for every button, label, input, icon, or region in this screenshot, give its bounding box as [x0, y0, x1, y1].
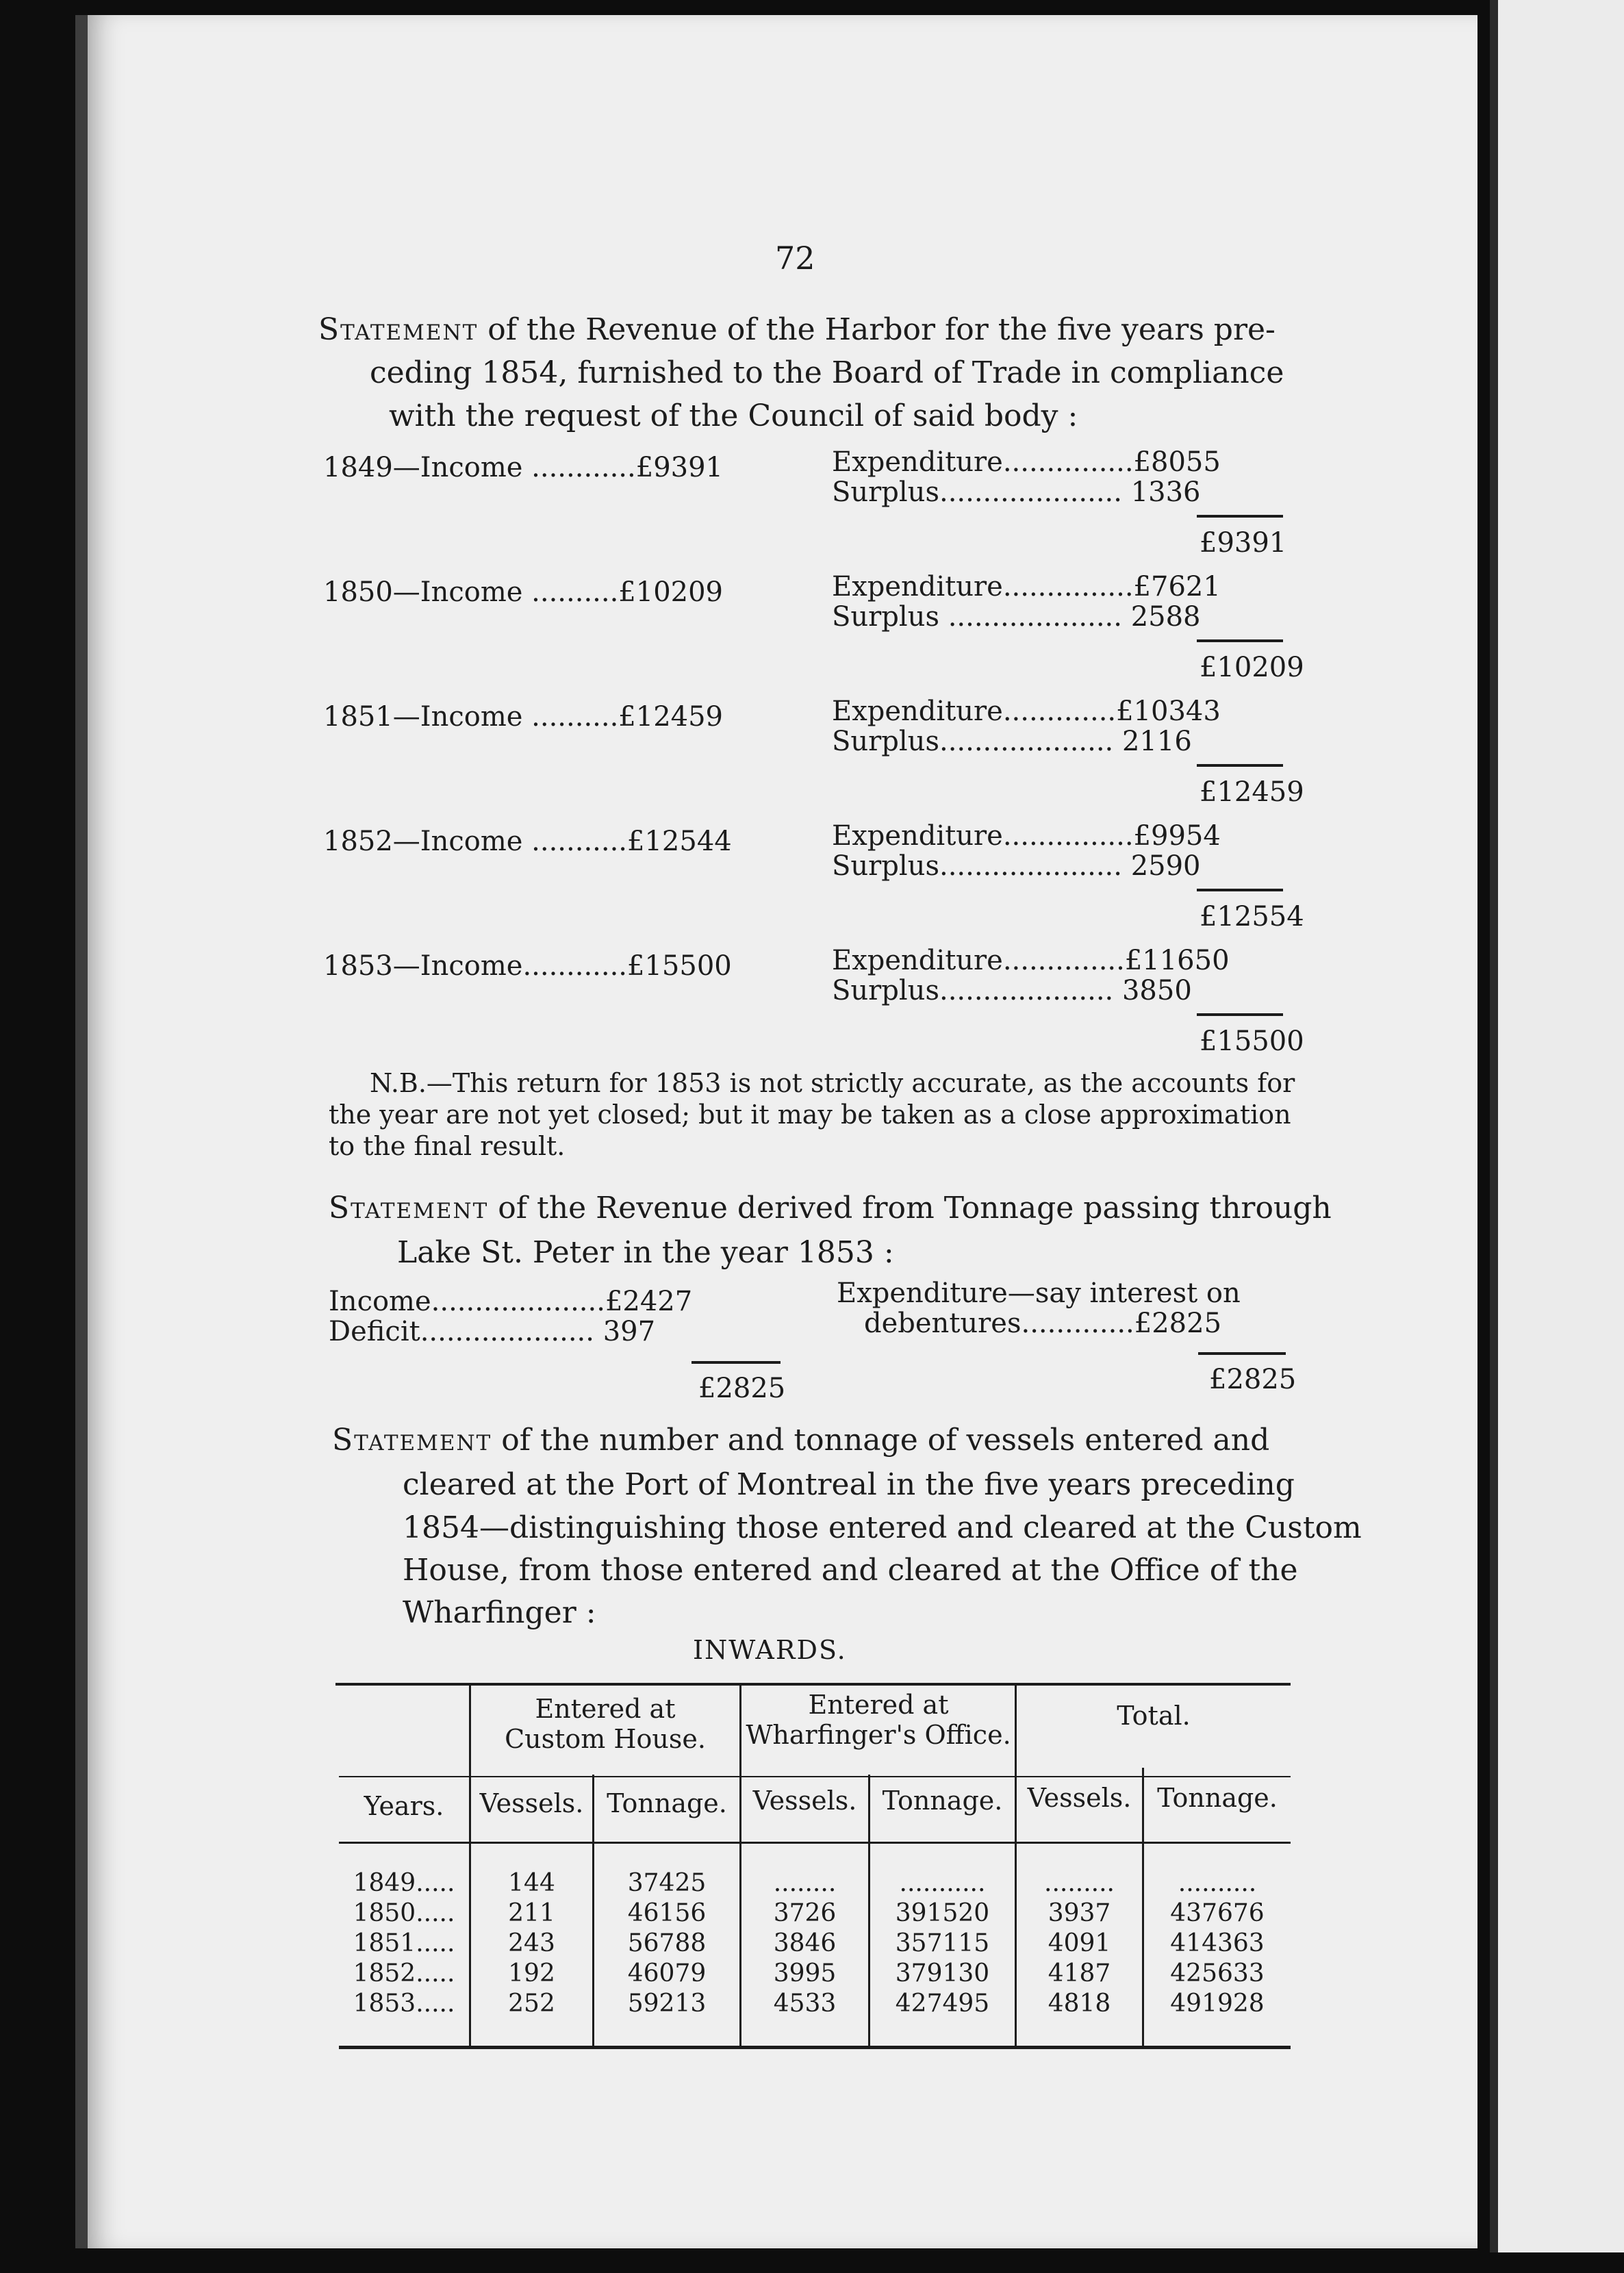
cell-wharf-tonnage: 427495 [895, 1990, 990, 2018]
expenditure-line-2: debentures.............£2825 [864, 1308, 1222, 1339]
col-header-wo-tonnage: Tonnage. [882, 1786, 1003, 1816]
year-expenditure: Expenditure.............£10343 [832, 696, 1221, 727]
cell-total-tonnage: 425633 [1170, 1959, 1265, 1988]
cell-custom-tonnage: 46079 [627, 1959, 707, 1988]
year-surplus: Surplus..................... 2590 [832, 850, 1201, 882]
year-total: £12554 [1200, 901, 1304, 932]
cell-total-vessels: 4091 [1048, 1929, 1111, 1957]
deficit-line: Deficit.................... 397 [329, 1316, 656, 1347]
sum-rule [1197, 764, 1283, 767]
col-header-years: Years. [364, 1791, 444, 1821]
income-line: Income....................£2427 [329, 1286, 693, 1317]
cell-total-tonnage: .......... [1178, 1869, 1257, 1897]
group-header-custom-house [471, 1694, 739, 1754]
sum-rule [1197, 889, 1283, 891]
table-subheader-rule [339, 1776, 1291, 1777]
col-header-total-vessels: Vessels. [1027, 1783, 1132, 1813]
cell-wharf-vessels: 3846 [773, 1929, 837, 1957]
statement2-line2: Lake St. Peter in the year 1853 : [397, 1235, 894, 1270]
cell-custom-vessels: 252 [508, 1990, 555, 2018]
cell-year: 1850..... [353, 1899, 455, 1927]
year-income: 1850—Income ..........£10209 [323, 576, 724, 608]
year-total: £10209 [1200, 652, 1304, 683]
left-total: £2825 [698, 1373, 786, 1404]
cell-custom-vessels: 192 [508, 1959, 555, 1988]
table-header-bottom-rule [339, 1842, 1291, 1844]
statement3-heading [332, 1419, 1269, 1462]
cell-total-tonnage: 414363 [1170, 1929, 1265, 1957]
year-expenditure: Expenditure...............£7621 [832, 571, 1221, 602]
cell-total-vessels: ......... [1044, 1869, 1115, 1897]
group-header-wharfinger [741, 1690, 1015, 1750]
year-income: 1852—Income ...........£12544 [323, 826, 732, 857]
year-income: 1849—Income ............£9391 [323, 452, 723, 483]
year-surplus: Surplus.................... 2116 [832, 726, 1192, 757]
right-total: £2825 [1209, 1364, 1297, 1395]
year-income: 1853—Income............£15500 [323, 950, 732, 982]
statement2-heading [329, 1186, 1332, 1230]
year-total: £12459 [1200, 776, 1304, 808]
table-title: INWARDS. [693, 1635, 847, 1665]
note-line-3: to the final result. [329, 1131, 566, 1161]
cell-wharf-tonnage: ........... [899, 1869, 986, 1897]
col-header-ch-vessels: Vessels. [479, 1788, 584, 1818]
year-expenditure: Expenditure...............£9954 [832, 820, 1221, 852]
group-header-total: Total. [1117, 1701, 1191, 1731]
page-number: 72 [775, 240, 815, 277]
statement3-line3: 1854—distinguishing those entered and cleared at the Custom [403, 1510, 1362, 1545]
year-total: £15500 [1200, 1026, 1304, 1057]
note-line-2: the year are not yet closed; but it may be taken as a close approximation [329, 1100, 1291, 1130]
table-bottom-rule [339, 2046, 1291, 2049]
statement1-heading-sc: Statement [318, 312, 479, 347]
cell-custom-tonnage: 37425 [627, 1869, 707, 1897]
cell-wharf-vessels: 4533 [773, 1990, 837, 2018]
cell-year: 1849..... [353, 1869, 455, 1897]
left-sum-rule [692, 1361, 781, 1364]
cell-custom-tonnage: 46156 [627, 1899, 707, 1927]
cell-wharf-vessels: ........ [773, 1869, 837, 1897]
cell-total-vessels: 4187 [1048, 1959, 1111, 1988]
right-sum-rule [1198, 1352, 1286, 1355]
cell-wharf-tonnage: 357115 [895, 1929, 990, 1957]
statement3-line5: Wharfinger : [403, 1595, 596, 1630]
adjacent-page-edge [1490, 0, 1624, 2252]
cell-wharf-tonnage: 379130 [895, 1959, 990, 1988]
cell-custom-vessels: 144 [508, 1869, 555, 1897]
cell-wharf-vessels: 3995 [773, 1959, 837, 1988]
cell-year: 1851..... [353, 1929, 455, 1957]
cell-custom-tonnage: 56788 [627, 1929, 707, 1957]
statement1-heading [318, 308, 1276, 351]
col-header-wo-vessels: Vessels. [752, 1786, 857, 1816]
group-wharf-line2: Wharfinger's Office. [746, 1720, 1011, 1750]
statement3-line4: House, from those entered and cleared at the Office of the [403, 1553, 1298, 1588]
sum-rule [1197, 515, 1283, 518]
statement3-line2: cleared at the Port of Montreal in the five years preceding [403, 1467, 1295, 1502]
year-surplus: Surplus .................... 2588 [832, 601, 1201, 633]
cell-total-tonnage: 491928 [1170, 1990, 1265, 2018]
year-income: 1851—Income ..........£12459 [323, 701, 724, 733]
statement1-heading-rest: of the Revenue of the Harbor for the five years pre- [487, 312, 1276, 347]
year-expenditure: Expenditure...............£8055 [832, 446, 1221, 478]
year-total: £9391 [1200, 527, 1287, 559]
cell-total-vessels: 4818 [1048, 1990, 1111, 2018]
year-expenditure: Expenditure..............£11650 [832, 945, 1230, 976]
group-custom-line2: Custom House. [505, 1724, 706, 1754]
cell-year: 1852..... [353, 1959, 455, 1988]
group-custom-line1: Entered at [535, 1694, 676, 1724]
group-wharf-line1: Entered at [808, 1690, 949, 1720]
table-top-rule [335, 1683, 1291, 1686]
cell-custom-vessels: 243 [508, 1929, 555, 1957]
year-surplus: Surplus.................... 3850 [832, 975, 1192, 1006]
col-header-ch-tonnage: Tonnage. [607, 1788, 727, 1818]
statement3-heading-sc: Statement [332, 1423, 492, 1458]
statement1-line2: ceding 1854, furnished to the Board of Trade in compliance [370, 355, 1284, 390]
statement1-line3: with the request of the Council of said body : [389, 398, 1078, 433]
cell-year: 1853..... [353, 1990, 455, 2018]
sum-rule [1197, 639, 1283, 642]
cell-custom-tonnage: 59213 [627, 1990, 707, 2018]
note-line-1: N.B.—This return for 1853 is not strictly accurate, as the accounts for [370, 1068, 1295, 1098]
cell-total-vessels: 3937 [1048, 1899, 1111, 1927]
col-header-total-tonnage: Tonnage. [1157, 1783, 1278, 1813]
statement3-heading-rest: of the number and tonnage of vessels entered and [501, 1423, 1270, 1458]
cell-wharf-tonnage: 391520 [895, 1899, 990, 1927]
statement2-heading-rest: of the Revenue derived from Tonnage passing through [498, 1191, 1332, 1226]
cell-wharf-vessels: 3726 [773, 1899, 837, 1927]
sum-rule [1197, 1013, 1283, 1016]
cell-total-tonnage: 437676 [1170, 1899, 1265, 1927]
cell-custom-vessels: 211 [508, 1899, 555, 1927]
expenditure-line-1: Expenditure—say interest on [837, 1278, 1241, 1309]
year-surplus: Surplus..................... 1336 [832, 477, 1201, 508]
statement2-heading-sc: Statement [329, 1191, 489, 1226]
